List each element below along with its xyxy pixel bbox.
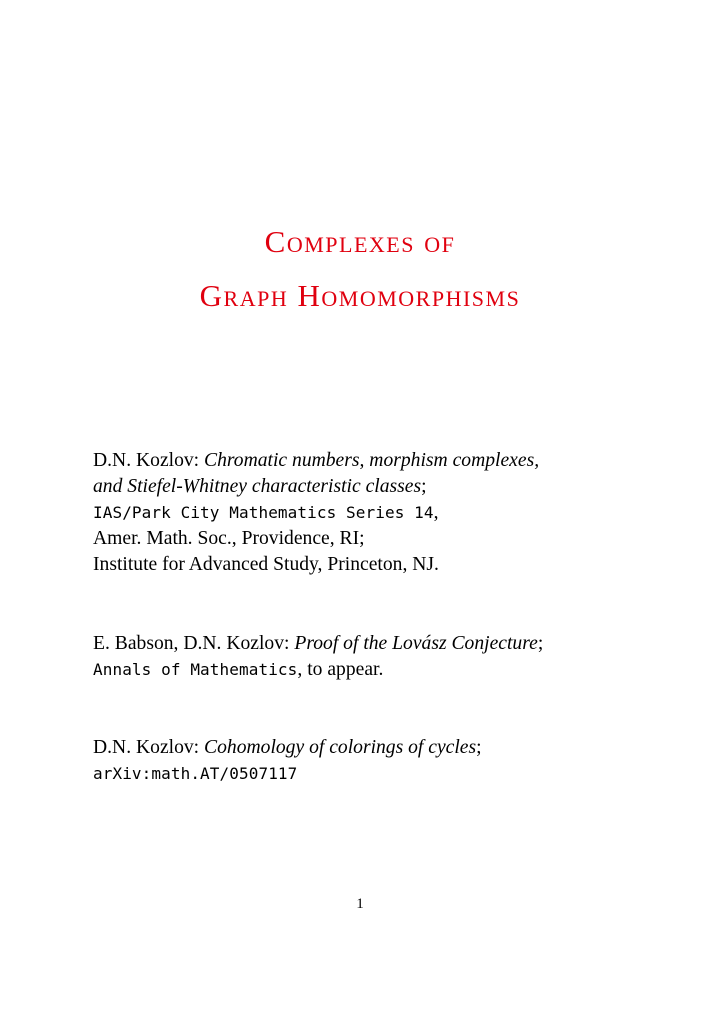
- reference-author: D.N. Kozlov:: [93, 450, 200, 471]
- reference-line: [93, 448, 613, 474]
- reference-line: [93, 761, 613, 787]
- title-line-2: Graph Homomorphisms: [199, 278, 521, 313]
- reference-line: [93, 735, 613, 761]
- reference-line: [93, 500, 613, 526]
- reference-line: [93, 631, 613, 657]
- title-line-1: Complexes of: [264, 224, 456, 259]
- reference-venue: IAS/Park City Mathematics Series 14: [93, 503, 434, 522]
- reference-line: [93, 474, 613, 500]
- reference-venue: arXiv:math.AT/0507117: [93, 764, 298, 783]
- reference-publisher: Amer. Math. Soc., Providence, RI;: [93, 528, 365, 549]
- reference-kozlov-cohomology: [93, 735, 613, 787]
- reference-title: Proof of the Lovász Conjecture: [294, 633, 538, 654]
- reference-institution: Institute for Advanced Study, Princeton, NJ.: [93, 554, 439, 575]
- reference-separator: ;: [476, 737, 482, 758]
- reference-title: Chromatic numbers, morphism complexes,: [204, 450, 540, 471]
- reference-babson-kozlov: [93, 631, 613, 683]
- reference-venue: Annals of Mathematics: [93, 660, 298, 679]
- reference-separator: ;: [537, 633, 544, 654]
- reference-authors: E. Babson, D.N. Kozlov:: [93, 633, 290, 654]
- reference-line: [93, 657, 613, 683]
- reference-status: , to appear.: [297, 659, 384, 680]
- reference-kozlov-chromatic: [93, 448, 613, 578]
- reference-title-continued: and Stiefel-Whitney characteristic classes: [93, 476, 422, 497]
- reference-separator: ,: [433, 502, 439, 523]
- page-number: 1: [356, 896, 364, 912]
- reference-separator: ;: [421, 476, 427, 497]
- reference-author: D.N. Kozlov:: [93, 737, 200, 758]
- reference-title: Cohomology of colorings of cycles: [204, 737, 477, 758]
